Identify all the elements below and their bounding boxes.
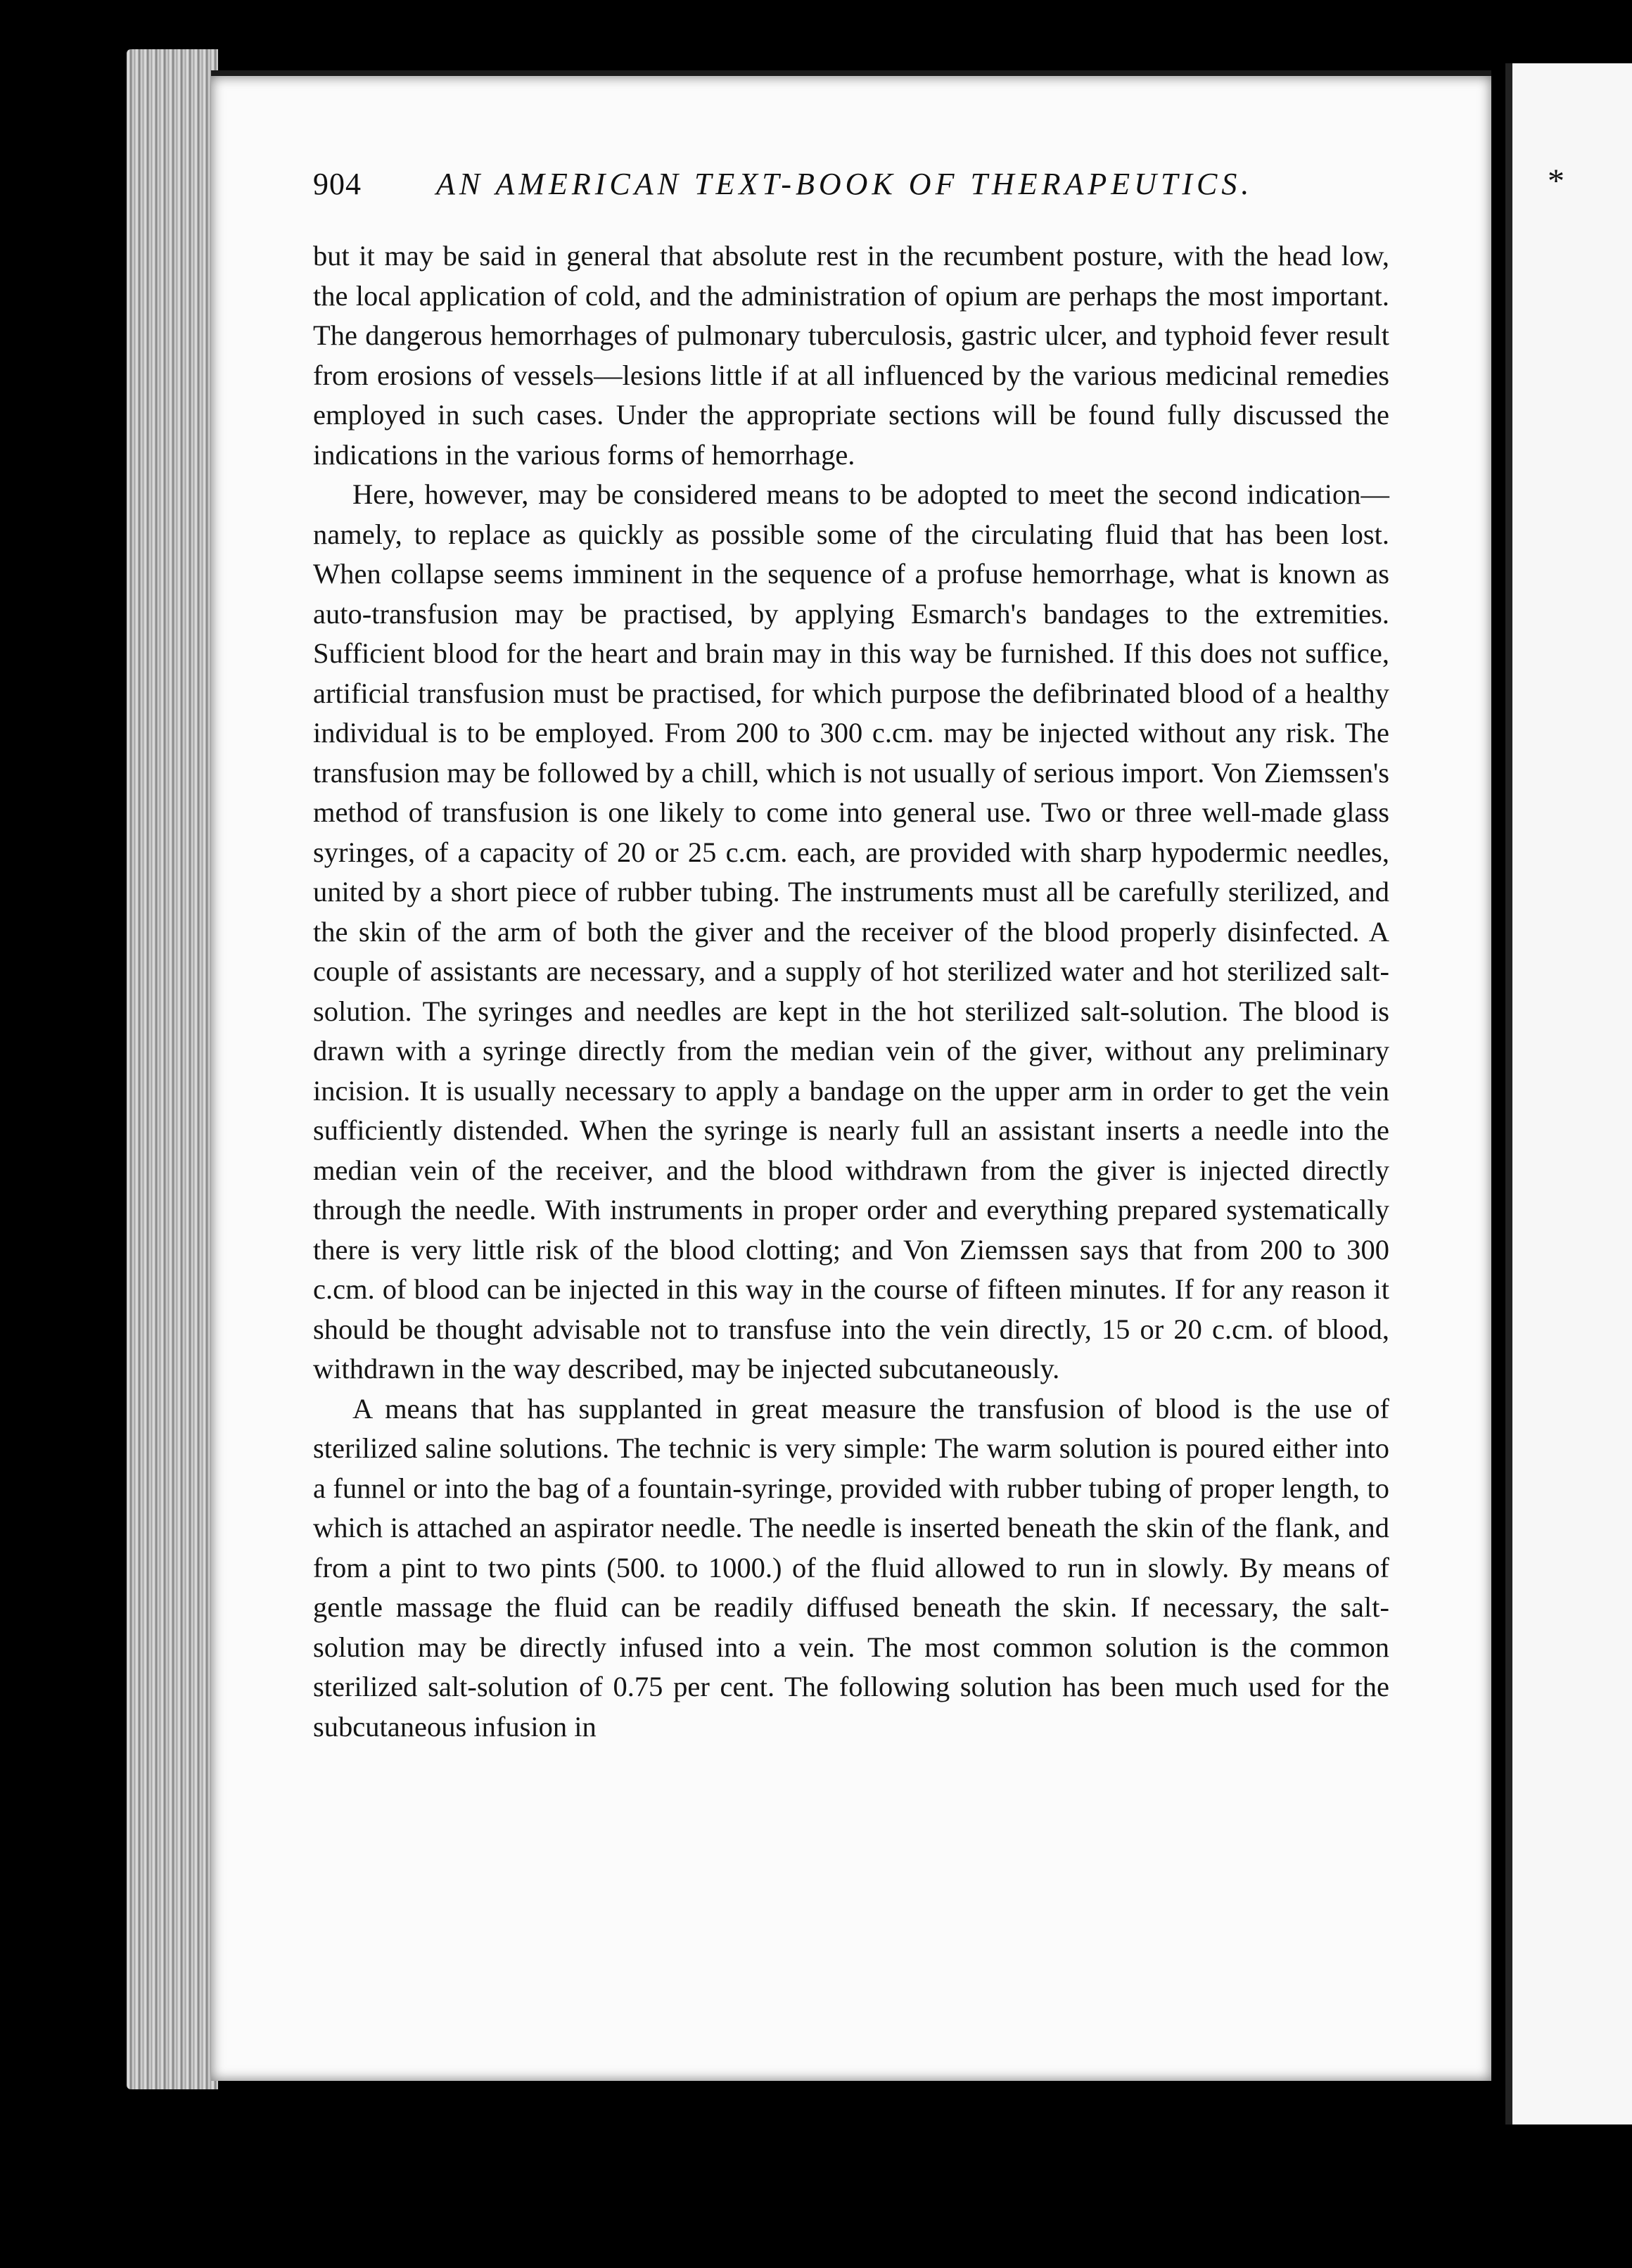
paragraph-1: but it may be said in general that absolute rest in the recumbent posture, with the head low, the local application of cold, and the administration of opium are perhaps the most important. The dangerous hemorrhages of pulmonary tuberculosis, gastric ulcer, and typhoid fever result from erosions of vessels—lesions little if at all influenced by the various medicinal remedies employed in such cases. Under the appropriate sections will be found fully discussed the indications in the various forms of hemorrhage. — [313, 240, 1389, 471]
running-header — [313, 166, 1410, 222]
running-title: AN AMERICAN TEXT-BOOK OF THERAPEUTICS. — [436, 167, 1254, 201]
body-text — [313, 236, 1389, 1747]
page-number: 904 — [313, 167, 362, 201]
book-page — [211, 70, 1491, 2081]
paragraph-2: Here, however, may be considered means to be adopted to meet the second indication—namely, to replace as quickly as possible some of the circulating fluid that has been lost. When collapse seems imminent in the sequence of a profuse hemorrhage, what is known as auto-transfusion may be practised, by applying Esmarch's bandages to the extremities. Sufficient blood for the heart and brain may in this way be furnished. If this does not suffice, artificial transfusion must be practised, for which purpose the defibrinated blood of a healthy individual is to be employed. From 200 to 300 c.cm. may be injected without any risk. The transfusion may be followed by a chill, which is not usually of serious import. Von Ziemssen's method of transfusion is one likely to come into general use. Two or three well-made glass syringes, of a capacity of 20 or 25 c.cm. each, are provided with sharp hypodermic needles, united by a short piece of rubber tubing. The instruments must all be carefully sterilized, and the skin of the arm of both the giver and the receiver of the blood properly disinfected. A couple of assistants are necessary, and a supply of hot sterilized water and hot sterilized salt-solution. The syringes and needles are kept in the hot sterilized salt-solution. The blood is drawn with a syringe directly from the median vein of the giver, without any preliminary incision. It is usually necessary to apply a bandage on the upper arm in order to get the vein sufficiently distended. When the syringe is nearly full an assistant inserts a needle into the median vein of the receiver, and the blood withdrawn from the giver is injected directly through the needle. With instruments in proper order and everything prepared systematically there is very little risk of the blood clotting; and Von Ziemssen says that from 200 to 300 c.cm. of blood can be injected in this way in the course of fifteen minutes. If for any reason it should be thought advisable not to transfuse into the vein directly, 15 or 20 c.cm. of blood, withdrawn in the way described, may be injected subcutaneously. — [313, 478, 1389, 1384]
paragraph-3: A means that has supplanted in great measure the transfusion of blood is the use of sterilized saline solutions. The technic is very simple: The warm solution is poured either into a funnel or into the bag of a fountain-syringe, provided with rubber tubing of proper length, to which is attached an aspirator needle. The needle is inserted beneath the skin of the flank, and from a pint to two pints (500. to 1000.) of the fluid allowed to run in slowly. By means of gentle massage the fluid can be readily diffused beneath the skin. If necessary, the salt-solution may be directly infused into a vein. The most common solution is the common sterilized salt-solution of 0.75 per cent. The following solution has been much used for the subcutaneous infusion in — [313, 1392, 1389, 1743]
next-page-sliver — [1505, 63, 1632, 2124]
asterisk-mark: * — [1548, 163, 1564, 200]
book-page-edges — [127, 49, 218, 2089]
